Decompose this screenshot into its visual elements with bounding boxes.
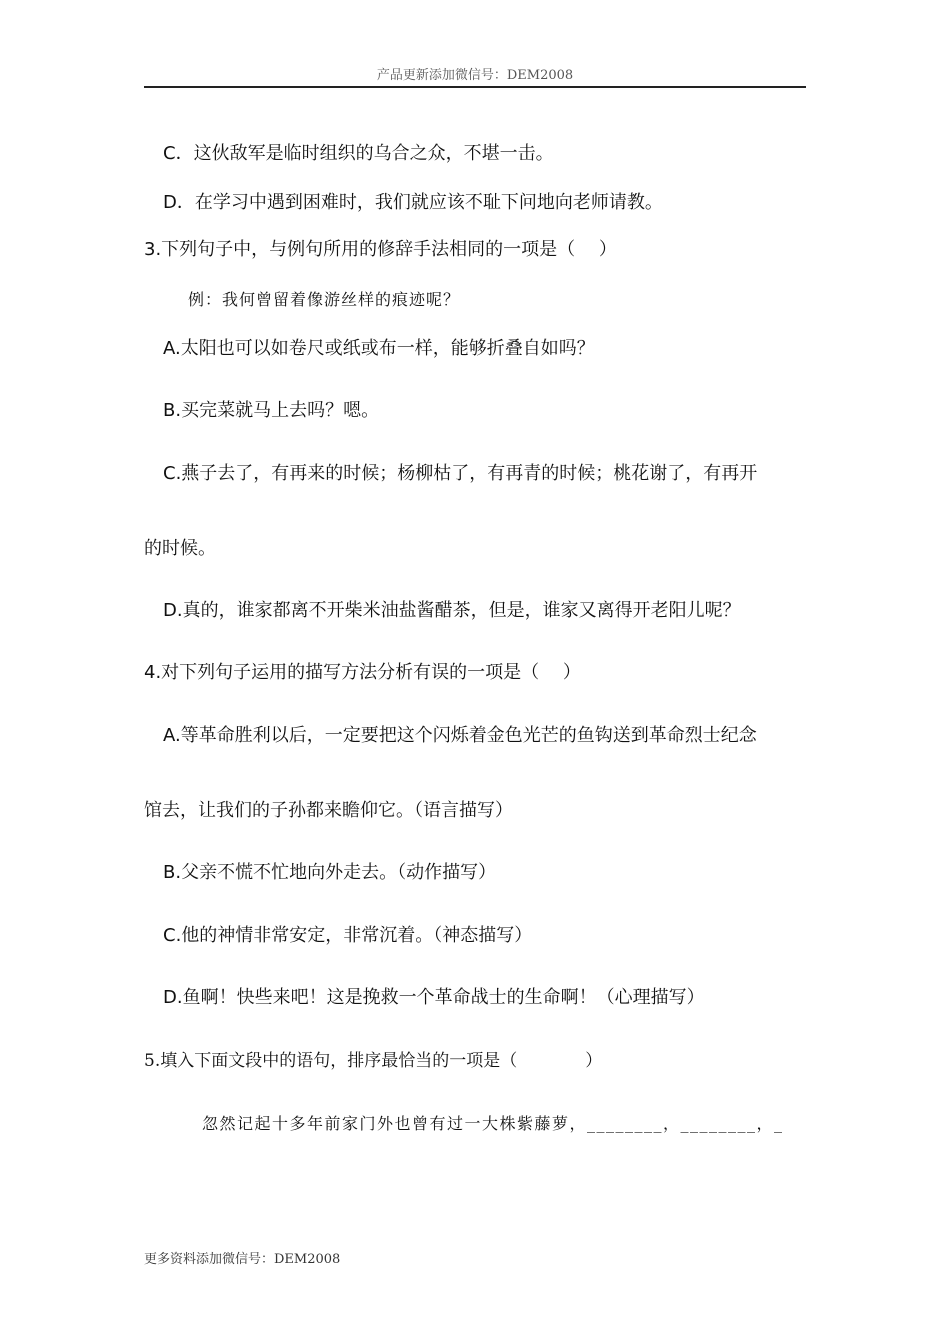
question-5-stem: 5.填入下面文段中的语句，排序最恰当的一项是（ ） [144,1051,603,1071]
question-4-stem: 4.对下列句子运用的描写方法分析有误的一项是（ ） [144,662,581,683]
q3-option-c-line1: C.燕子去了，有再来的时候；杨柳枯了，有再青的时候；桃花谢了，有再开 [163,463,758,484]
header-divider [144,86,806,88]
q4-option-b: B.父亲不慌不忙地向外走去。（动作描写） [163,862,497,883]
q4-option-a-line2: 馆去，让我们的子孙都来瞻仰它。（语言描写） [144,800,513,821]
q4-option-d: D.鱼啊！快些来吧！这是挽救一个革命战士的生命啊！（心理描写） [163,987,705,1008]
q4-option-a-line1: A.等革命胜利以后，一定要把这个闪烁着金色光芒的鱼钩送到革命烈士纪念 [163,725,757,746]
q5-passage: 忽然记起十多年前家门外也曾有过一大株紫藤萝，________，________，_ [202,1114,784,1133]
q3-option-d: D.真的，谁家都离不开柴米油盐酱醋茶，但是，谁家又离得开老阳儿呢？ [163,600,741,621]
q3-option-b: B.买完菜就马上去吗？嗯。 [163,400,380,421]
q2-option-d: D．在学习中遇到困难时，我们就应该不耻下问地向老师请教。 [163,192,663,213]
q2-option-c: C．这伙敌军是临时组织的乌合之众，不堪一击。 [163,143,554,164]
question-3-stem: 3.下列句子中，与例句所用的修辞手法相同的一项是（ ） [144,239,617,260]
q3-option-c-line2: 的时候。 [144,538,216,559]
page-header: 产品更新添加微信号：DEM2008 [376,68,574,83]
q3-example-sentence: 例：我何曾留着像游丝样的痕迹呢？ [188,290,461,309]
q4-option-c: C.他的神情非常安定，非常沉着。（神态描写） [163,925,533,946]
q3-option-a: A.太阳也可以如卷尺或纸或布一样，能够折叠自如吗？ [163,338,595,359]
page-footer: 更多资料添加微信号：DEM2008 [144,1252,341,1267]
